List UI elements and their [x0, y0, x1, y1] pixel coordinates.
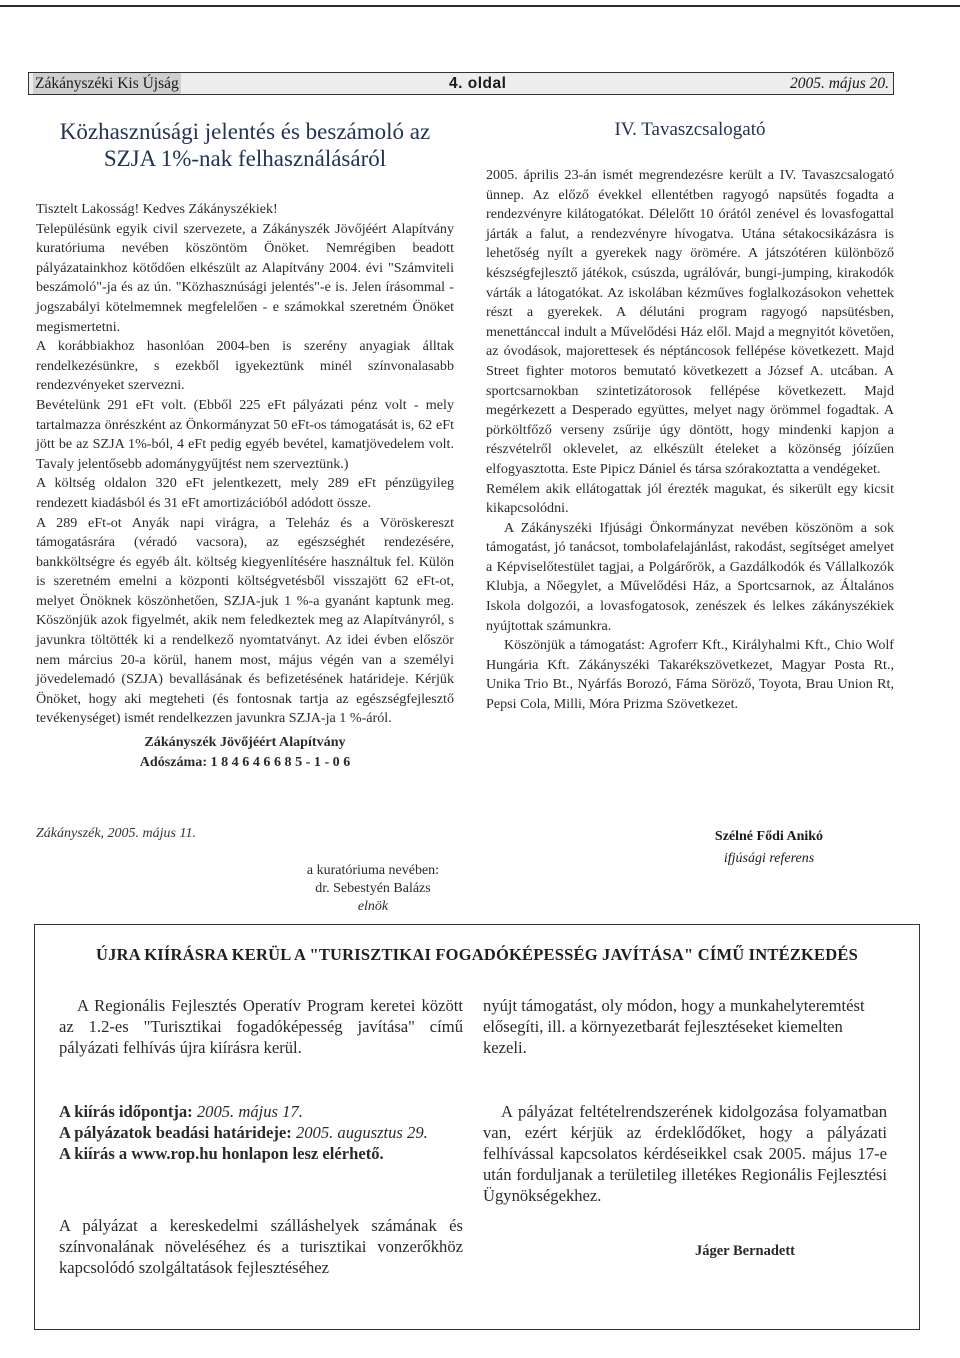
paragraph: Köszönjük a támogatást: Agroferr Kft., Királyhalmi Kft., Chio Wolf Hungária Kft. Zákányszéki Takarékszövetkezet, Magyar Posta Rt., Unika Trio Bt., Nyárfás Borozó, Fáma Söröző, Toyota, Brau Union Rt, Pepsi Cola, Milli, Móra Prizma Szövetkezet. [486, 637, 894, 713]
paragraph: Remélem akik ellátogattak jól érezték magukat, és sikerült egy kicsit kikapcsolódni. [486, 480, 894, 517]
left-signature [258, 862, 488, 916]
web-line: A kiírás a www.rop.hu honlapon lesz elérhető. [59, 1144, 384, 1163]
right-article-title: IV. Tavaszcsalogató [614, 119, 766, 140]
box-signature: Jáger Bernadett [695, 1243, 795, 1259]
paragraph: A költség oldalon 320 eFt jelentkezett, mely 289 eFt pénzügyileg rendezett kiadásból és 31 eFt amortizációból adódott össze. [36, 475, 454, 511]
intro-left [59, 995, 463, 1058]
paragraph: A korábbiakhoz hasonlóan 2004-ben is szerény anyagiak álltak rendelkezésünkre, s ezekből igyekeztünk minél színvonalasabb rendezvényeket szervezni. [36, 338, 454, 394]
date-label: A kiírás időpontja: [59, 1102, 193, 1121]
paragraph: A Regionális Fejlesztés Operatív Program keretei között az 1.2-es "Turisztikai fogadóképesség javítása" című pályázati felhívás újra kiírásra kerül. [59, 996, 463, 1057]
announcement-box [34, 924, 920, 1330]
org-name: Zákányszék Jövőjéért Alapítvány [144, 734, 346, 751]
title-line-2: SZJA 1%-nak felhasználásáról [103, 146, 387, 171]
signature-caption: a kuratóriuma nevében: [306, 863, 440, 878]
left-article-title [36, 118, 454, 172]
newspaper-name: Zákányszéki Kis Újság [35, 75, 179, 92]
dates-block [59, 1101, 463, 1164]
paragraph: 2005. április 23-án ismét megrendezésre került a IV. Tavaszcsalogató ünnep. Az előző évekkel ellentétben ragyogó napsütés fogadta a rendezvényre kilátogatókat. Délelőtt 10 órától zenével és lovasfogattal járták a falut, a rendezvényre hívogatva. Utána sétakocsikázásra is lehetőség nyílt a gyerekek nagy örömére. A játszótéren különböző készségfejlesztő játékok, csúszda, ugrálóvár, bungi-jumping, kirakodók várták a látogatókat. Az iskolában kézműves foglalkozásokon vehettek részt a gyerekek. A délutáni program ragyogó napsütésben, menettánccal indult a Művelődési Ház elől. Majd a megnyitót követően, az óvodások, majorettesek és néptáncosok fellépése következett. Majd Street fighter motoros bemutató következett a József A. utcában. A sportcsarnokban szintetizátorosok fellépése következett. Majd megérkezett a Desperado együttes, melyet nagy örömmel fogadtak. A pörköltfőző verseny zsűrije úgy döntött, hogy mindenki kapjon a részvételről oklevelet, az elkészült ételeket a közönség jóízűen elfogyasztotta. Este Pipicz Dániel és társa szórakoztatta a vendégeket. [486, 167, 894, 477]
greeting: Tisztelt Lakosság! Kedves Zákányszékiek! [36, 201, 278, 217]
paragraph: A Zákányszéki Ifjúsági Önkormányzat nevében köszönöm a sok támogatást, jó tanácsot, tombolafelajánlást, rakodást, segítséget amelyet a Képviselőtestület tagjai, a Polgárőrök, a Gazdálkodók és Vállalkozók Klubja, a Nőegylet, a Művelődési Ház, a Sportcsarnok, az Általános Iskola dolgozói, a lovasfogatosok, zenészek és lelkes zákányszékiek nyújtottak számunkra. [486, 519, 894, 634]
conditions-block [483, 1101, 887, 1206]
org-block [36, 733, 454, 772]
signature-name: dr. Sebestyén Balázs [315, 881, 431, 896]
running-header [28, 72, 894, 95]
paragraph: A pályázat feltételrendszerének kidolgozása folyamatban van, ezért kérjük az érdeklődőket, hogy a pályázati felhívással kapcsolatos kérdéseikkel csak 2005. május 17-e után forduljanak a területileg illetékes Regionális Fejlesztési Ügynökségekhez. [483, 1102, 887, 1205]
deadline-line [59, 1122, 463, 1143]
signature-role: ifjúsági referens [723, 851, 815, 866]
announcement-title: ÚJRA KIÍRÁSRA KERÜL A "TURISZTIKAI FOGADÓKÉPESSÉG JAVÍTÁSA" CÍMŰ INTÉZKEDÉS [96, 945, 858, 964]
top-rule [0, 5, 960, 7]
title-line-1: Közhasznúsági jelentés és beszámoló az [59, 119, 431, 144]
right-signature [684, 826, 854, 870]
date-value: 2005. május 17. [196, 1102, 303, 1121]
page-number: 4. oldal [449, 75, 507, 92]
left-article [36, 118, 454, 772]
date-line [59, 1101, 463, 1122]
signature-name: Szélné Fődi Anikó [714, 829, 824, 844]
purpose-block [59, 1215, 463, 1278]
deadline-label: A pályázatok beadási határideje: [59, 1123, 292, 1142]
right-article [486, 118, 894, 715]
paragraph: Településünk egyik civil szervezete, a Zákányszék Jövőjéért Alapítvány kuratóriuma nevében köszöntöm Önöket. Nemrégiben beadott pályázatainkhoz kötődően elkészült az Alapítvány 2004. évi "Számviteli beszámoló"-ja és az ún. "Közhasznúsági jelentés"-e is. Jelen írásommal - jogszabályi kötelmemnek megfelelően - e számokkal szeretném Önöket megismertetni. [36, 220, 454, 335]
place-date: Zákányszék, 2005. május 11. [36, 826, 196, 841]
issue-date: 2005. május 20. [789, 75, 889, 92]
paragraph: A 289 eFt-ot Anyák napi virágra, a Teleház és a Vöröskereszt támogatásrára (véradó vacsora), az egészséghét rendezésére, bankköltségre és egyéb ált. költség kiegyenlítésére használtuk fel. Külön is szeretném emelni a központi költségvetésből visszajött 62 eFt-ot, melyet Önöknek köszönhetően, SZJA-juk 1 %-a gyanánt kaptunk meg. Köszönjük azok figyelmét, akik nem feledkeztek meg az Alapítványról, s javunkra töltötték ki a rendelkező nyomtatványt. Az idei évben először nem március 20-a körül, hanem most, május végén van a személyi jövedelemadó (SZJA) bevallásának és befizetésének határideje. Kérjük Önöket, hogy aki megteheti (és fontosnak tartja az egészségfejlesztő tevékenységet) ismét rendelkezzen javunkra SZJA-ja 1 %-áról. [36, 514, 454, 727]
paragraph: nyújt támogatást, oly módon, hogy a munkahelyteremtést elősegíti, ill. a környezetbarát fejlesztéseket kiemelten kezeli. [483, 996, 865, 1057]
paragraph: Bevételünk 291 eFt volt. (Ebből 225 eFt pályázati pénz volt - mely tartalmazza önrészként az Önkormányzat 50 eFt-os támogatását is, 62 eFt jött be az SZJA 1%-ból, 4 eFt pedig egyéb bevétel, kamatjövedelem volt. Tavaly jelentősebb adománygyűjtést nem szerveztünk.) [36, 396, 454, 472]
signature-role: elnök [357, 899, 389, 914]
tax-number: Adószáma: 1 8 4 6 4 6 6 8 5 - 1 - 0 6 [139, 753, 351, 770]
deadline-value: 2005. augusztus 29. [295, 1123, 428, 1142]
intro-right [483, 995, 887, 1058]
paragraph: A pályázat a kereskedelmi szálláshelyek számának és színvonalának növeléséhez és a turisztikai vonzerőkhöz kapcsolódó szolgáltatások fejlesztéséhez [59, 1216, 463, 1277]
